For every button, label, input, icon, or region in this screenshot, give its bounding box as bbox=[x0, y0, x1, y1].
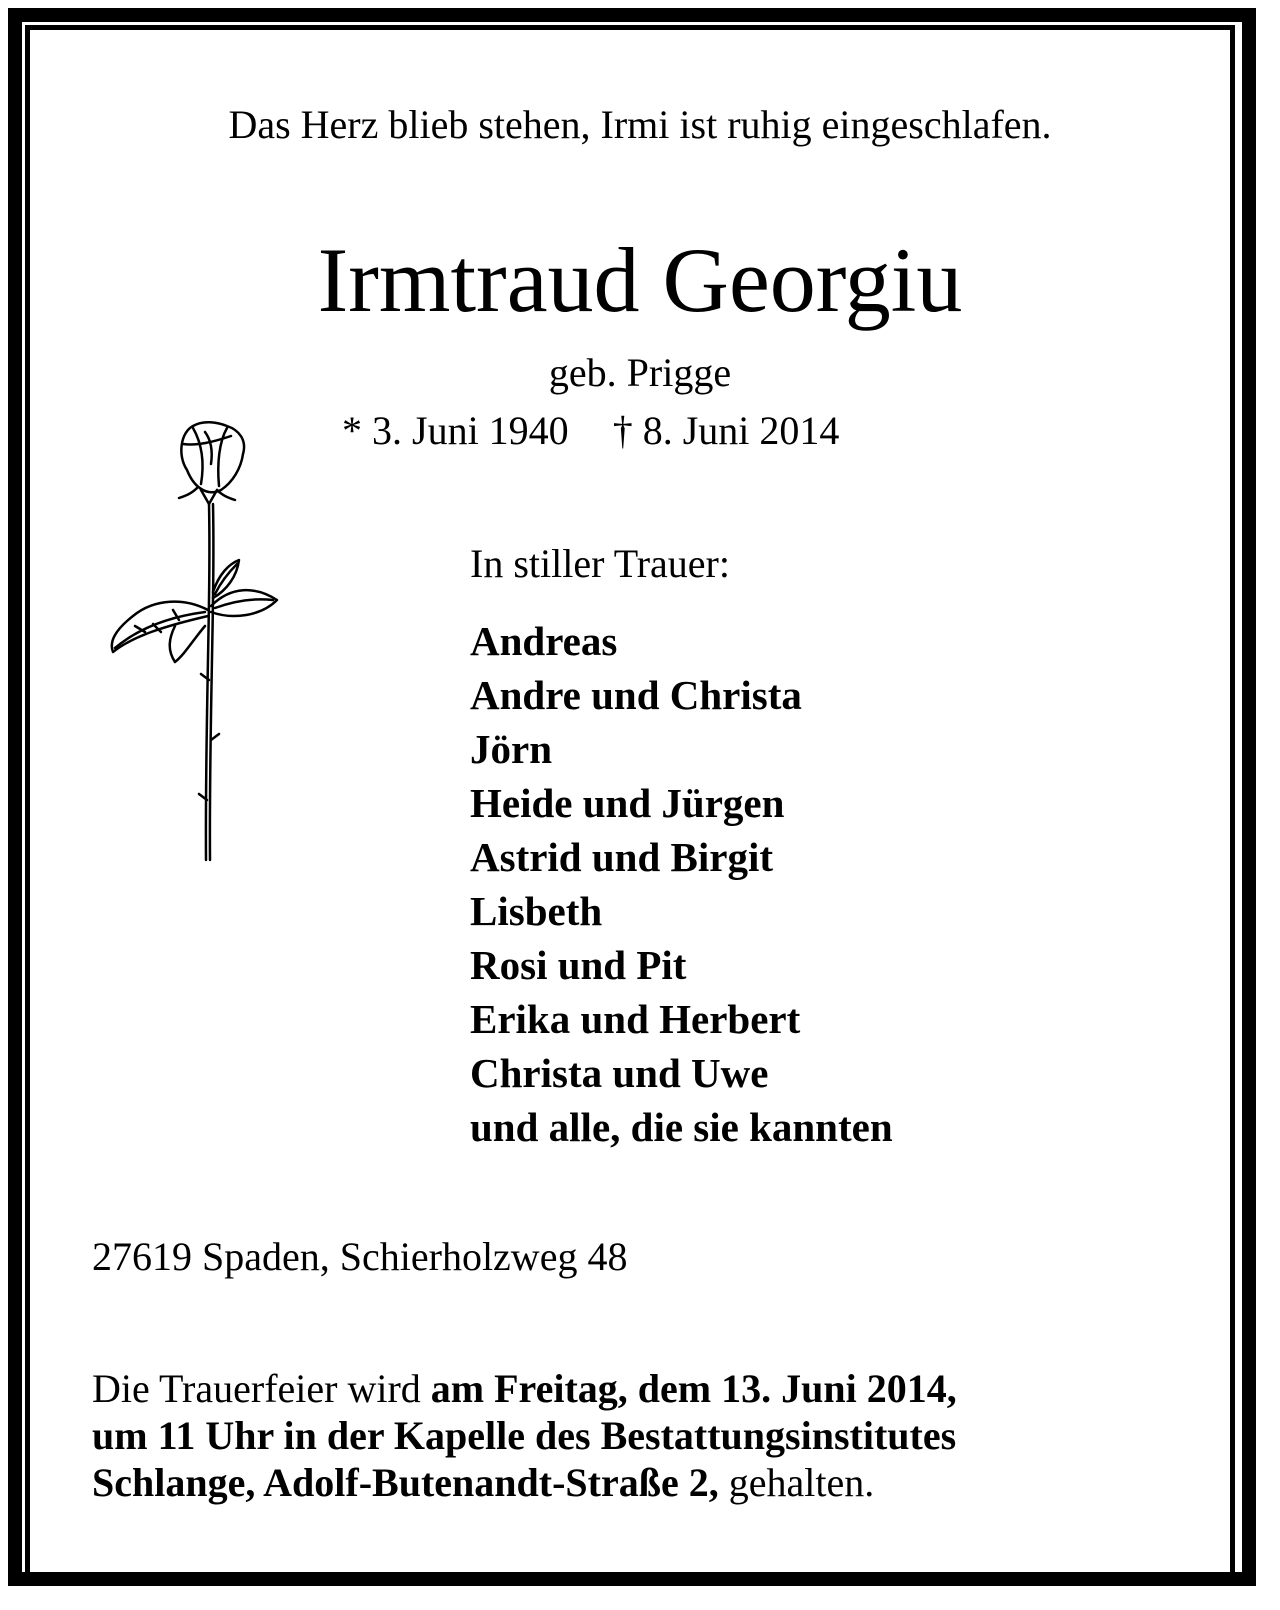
mourner-item: Andre und Christa bbox=[470, 672, 802, 718]
rose-icon bbox=[105, 420, 295, 880]
mourning-intro: In stiller Trauer: bbox=[470, 541, 730, 586]
address: 27619 Spaden, Schierholzweg 48 bbox=[92, 1234, 628, 1279]
mourner-item: Rosi und Pit bbox=[470, 942, 687, 988]
deceased-name: Irmtraud Georgiu bbox=[317, 229, 963, 331]
mourner-item: Astrid und Birgit bbox=[470, 834, 773, 880]
funeral-date: am Freitag, dem 13. Juni 2014, bbox=[430, 1366, 957, 1411]
funeral-time-place: um 11 Uhr in der Kapelle des Bestattungsinstitutes bbox=[92, 1413, 957, 1458]
mourner-item: Lisbeth bbox=[470, 888, 603, 934]
life-dates bbox=[342, 408, 840, 453]
funeral-text-end: gehalten. bbox=[718, 1460, 875, 1505]
funeral-text: Die Trauerfeier wird bbox=[92, 1366, 431, 1411]
mourner-item: Andreas bbox=[470, 618, 618, 664]
mourner-item: und alle, die sie kannten bbox=[470, 1104, 893, 1150]
mourner-item: Jörn bbox=[470, 726, 552, 772]
mourners-list bbox=[470, 614, 893, 1154]
mourner-item: Heide und Jürgen bbox=[470, 780, 785, 826]
death-date: † 8. Juni 2014 bbox=[612, 408, 840, 453]
mourner-item: Erika und Herbert bbox=[470, 996, 801, 1042]
mourner-item: Christa und Uwe bbox=[470, 1050, 769, 1096]
funeral-notice bbox=[92, 1365, 957, 1506]
funeral-address: Schlange, Adolf-Butenandt-Straße 2, bbox=[92, 1460, 719, 1505]
motto: Das Herz blieb stehen, Irmi ist ruhig eingeschlafen. bbox=[228, 102, 1052, 147]
maiden-name: geb. Prigge bbox=[548, 350, 732, 395]
birth-date: * 3. Juni 1940 bbox=[342, 408, 569, 453]
